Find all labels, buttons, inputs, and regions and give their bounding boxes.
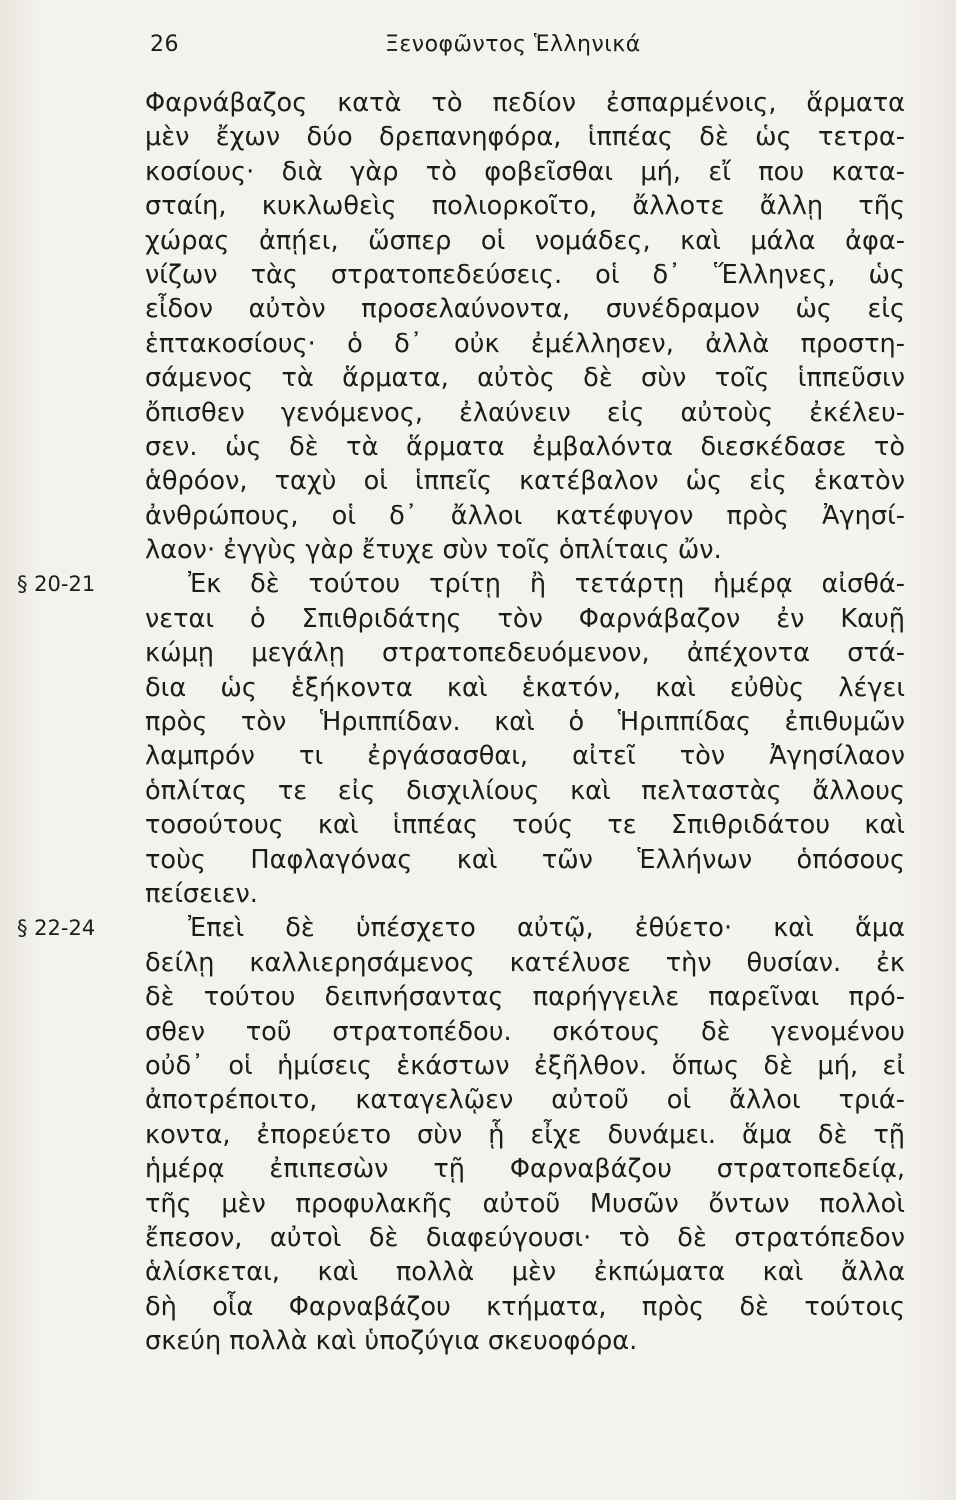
body-text — [17, 86, 905, 1358]
text-line: νεται ὁ Σπιθριδάτης τὸν Φαρνάβαζον ἐν Καυῇ — [145, 603, 905, 634]
text-line: τοσούτους καὶ ἱππέας τούς τε Σπιθριδάτου καὶ — [145, 810, 905, 841]
text-line: νίζων τὰς στρατοπεδεύσεις. οἱ δ᾽ Ἕλληνες, ὡς — [145, 259, 905, 290]
text-line: οὐδ᾽ οἱ ἡμίσεις ἑκάστων ἐξῆλθον. ὅπως δὲ μή, εἰ — [145, 1050, 905, 1081]
text-line: τοὺς Παφλαγόνας καὶ τῶν Ἑλλήνων ὁπόσους — [145, 844, 905, 875]
text-line: ἀνθρώπους, οἱ δ᾽ ἄλλοι κατέφυγον πρὸς Ἀγησί- — [145, 500, 905, 531]
text-line: ἑπτακοσίους· ὁ δ᾽ οὐκ ἐμέλλησεν, ἀλλὰ προστη- — [145, 328, 905, 359]
section-marker: § 22-24 — [17, 916, 96, 941]
text-line: κοντα, ἐπορεύετο σὺν ᾗ εἶχε δυνάμει. ἅμα δὲ τῇ — [145, 1119, 905, 1150]
text-line: σεν. ὡς δὲ τὰ ἅρματα ἐμβαλόντα διεσκέδασε τὸ — [145, 431, 905, 462]
text-line: ἀποτρέποιτο, καταγελῷεν αὐτοῦ οἱ ἄλλοι τριά- — [145, 1085, 905, 1116]
text-line: πείσειεν. — [145, 878, 258, 909]
text-line: δὴ οἷα Φαρναβάζου κτήματα, πρὸς δὲ τούτοις — [145, 1291, 905, 1322]
text-line — [17, 567, 905, 601]
text-line: ἔπεσον, αὐτοὶ δὲ διαφεύγουσι· τὸ δὲ στρατόπεδον — [145, 1222, 905, 1253]
text-line: ἁλίσκεται, καὶ πολλὰ μὲν ἐκπώματα καὶ ἄλλα — [145, 1257, 905, 1288]
text-line: ὄπισθεν γενόμενος, ἐλαύνειν εἰς αὐτοὺς ἐκέλευ- — [145, 397, 905, 428]
page-number: 26 — [150, 32, 179, 57]
text-line: δείλῃ καλλιερησάμενος κατέλυσε τὴν θυσίαν. ἐκ — [145, 947, 905, 978]
text-line — [17, 911, 905, 945]
text-line: σάμενος τὰ ἅρματα, αὐτὸς δὲ σὺν τοῖς ἱππεῦσιν — [145, 363, 905, 394]
text-line: δια ὡς ἑξήκοντα καὶ ἑκατόν, καὶ εὐθὺς λέγει — [145, 672, 905, 703]
text-line: ἁθρόον, ταχὺ οἱ ἱππεῖς κατέβαλον ὡς εἰς ἑκατὸν — [145, 466, 905, 497]
text-line: λαμπρόν τι ἐργάσασθαι, αἰτεῖ τὸν Ἀγησίλαον — [145, 741, 905, 772]
text-line: σκεύη πολλὰ καὶ ὑποζύγια σκευοφόρα. — [145, 1326, 638, 1357]
text-line: πρὸς τὸν Ἡριππίδαν. καὶ ὁ Ἡριππίδας ἐπιθυμῶν — [145, 707, 905, 738]
text-line: εἶδον αὐτὸν προσελαύνοντα, συνέδραμον ὡς εἰς — [145, 294, 905, 325]
text-line: σθεν τοῦ στρατοπέδου. σκότους δὲ γενομένου — [145, 1016, 905, 1047]
text-line: ἡμέρᾳ ἐπιπεσὼν τῇ Φαρναβάζου στρατοπεδείᾳ, — [145, 1154, 905, 1185]
text-line: δὲ τούτου δειπνήσαντας παρήγγειλε παρεῖναι πρό- — [145, 982, 905, 1013]
running-title: Ξενοφῶντος Ἑλληνικά — [385, 32, 641, 57]
paragraph-start: Ἐκ δὲ τούτου τρίτῃ ἢ τετάρτῃ ἡμέρᾳ αἰσθά- — [188, 569, 905, 600]
page-header — [0, 32, 956, 62]
text-line: τῆς μὲν προφυλακῆς αὐτοῦ Μυσῶν ὄντων πολλοὶ — [145, 1188, 905, 1219]
text-line: Φαρνάβαζος κατὰ τὸ πεδίον ἐσπαρμένοις, ἅρματα — [145, 88, 905, 118]
text-line: μὲν ἔχων δύο δρεπανηφόρα, ἱππέας δὲ ὡς τετρα- — [145, 122, 905, 153]
text-line: χώρας ἀπῄει, ὥσπερ οἱ νομάδες, καὶ μάλα ἀφα- — [145, 225, 905, 256]
section-marker: § 20-21 — [17, 572, 96, 597]
paragraph-start: Ἐπεὶ δὲ ὑπέσχετο αὐτῷ, ἐθύετο· καὶ ἅμα — [188, 913, 905, 944]
text-line: κώμῃ μεγάλῃ στρατοπεδευόμενον, ἀπέχοντα στά- — [145, 638, 905, 669]
text-line: λαον· ἐγγὺς γὰρ ἔτυχε σὺν τοῖς ὁπλίταις ὤν. — [145, 535, 722, 566]
text-line: σταίη, κυκλωθεὶς πολιορκοῖτο, ἄλλοτε ἄλλῃ τῆς — [145, 191, 905, 222]
text-line: κοσίους· διὰ γὰρ τὸ φοβεῖσθαι μή, εἴ που κατα- — [145, 156, 905, 187]
text-line: ὁπλίτας τε εἰς δισχιλίους καὶ πελταστὰς ἄλλους — [145, 775, 905, 806]
